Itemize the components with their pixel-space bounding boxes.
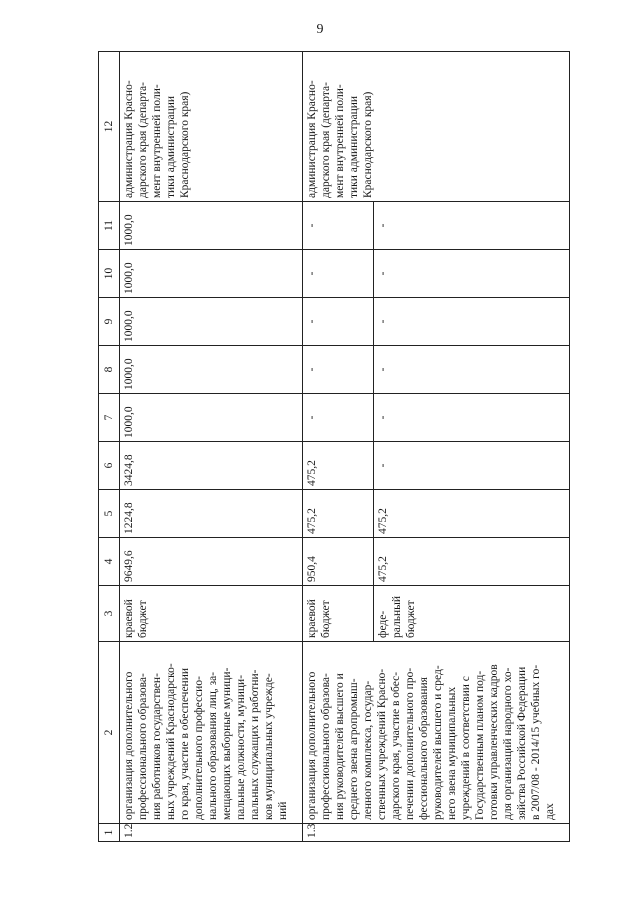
table-row [302,52,373,842]
amount-year: - [373,346,569,394]
amount-total: 950,4 [302,538,373,586]
activity-description: организация дополнительного профессионального образова- ния работников государствен- ных учреждений Краснодарско- го края, участие в обеспечении дополнительного профессио- нального образования лиц, за- мещающих выборные муници- пальные должности, муници- пальных служащих и работни- ков муниципальных учрежде- ний [120,642,303,824]
amount-year: 3424,8 [120,442,303,490]
column-number: 6 [99,442,120,490]
column-number: 12 [99,52,120,202]
amount-year: 475,2 [373,490,569,538]
table-row [120,52,303,842]
amount-year: - [302,250,373,298]
row-number: 1.3 [302,824,569,842]
amount-total: 475,2 [373,538,569,586]
column-number: 4 [99,538,120,586]
amount-year: - [373,298,569,346]
executor: администрация Красно- дарского края (департа- мент внутренней поли- тики администрации Краснодарского края) [120,52,303,202]
column-number: 2 [99,642,120,824]
column-number: 8 [99,346,120,394]
page-number: 9 [316,22,324,37]
funding-source: краевой бюджет [302,586,373,642]
amount-year: 1000,0 [120,346,303,394]
amount-year: 1000,0 [120,202,303,250]
amount-year: 475,2 [302,442,373,490]
column-number: 7 [99,394,120,442]
amount-year: - [302,202,373,250]
row-number: 1.2 [120,824,303,842]
amount-year: 1000,0 [120,394,303,442]
column-number: 9 [99,298,120,346]
amount-year: - [302,298,373,346]
amount-total: 9649,6 [120,538,303,586]
amount-year: - [302,346,373,394]
rotated-table-container [98,52,570,842]
column-number: 5 [99,490,120,538]
amount-year: - [373,394,569,442]
amount-year: - [302,394,373,442]
funding-source: феде- ральный бюджет [373,586,569,642]
column-number: 1 [99,824,120,842]
column-number: 11 [99,202,120,250]
amount-year: 1000,0 [120,298,303,346]
amount-year: 1224,8 [120,490,303,538]
column-number: 3 [99,586,120,642]
amount-year: - [373,250,569,298]
funding-source: краевой бюджет [120,586,303,642]
amount-year: - [373,442,569,490]
amount-year: 475,2 [302,490,373,538]
column-number: 10 [99,250,120,298]
amount-year: 1000,0 [120,250,303,298]
header-row [99,52,120,842]
activity-description: организация дополнительного профессионального образова- ния руководителей высшего и среднего звена агропромыш- ленного комплекса, государ- ственных учреждений Красно- дарского края, участие в обес- печении дополнительного про- фессионального образования руководителей высшего и сред- него звена муниципальных учреждений в соответствии с Государственным планом под- готовки управленческих кадров для организаций народного хо- зяйства Российской Федерации в 2007/08 - 2014/15 учебных го- дах [302,642,569,824]
amount-year: - [373,202,569,250]
executor: администрация Красно- дарского края (департа- мент внутренней поли- тики администрации Краснодарского края) [302,52,569,202]
program-table [98,51,570,842]
